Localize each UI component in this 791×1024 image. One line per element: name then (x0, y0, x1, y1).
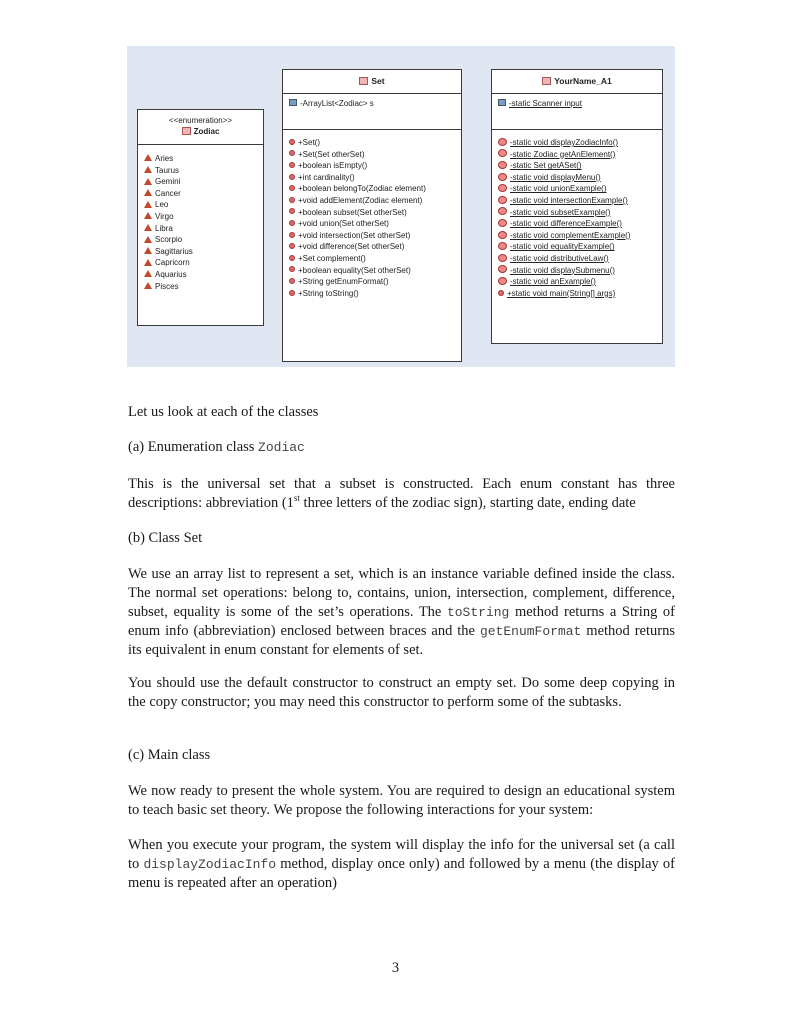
enum-constant: Aquarius (138, 269, 263, 281)
set-method: +Set(Set otherSet) (283, 149, 461, 161)
enum-constant: Leo (138, 199, 263, 211)
section-b-heading: (b) Class Set (128, 530, 203, 546)
class-icon (542, 77, 551, 85)
method-icon (289, 278, 295, 284)
static-method-icon (498, 242, 507, 250)
enum-constant-icon (144, 247, 152, 254)
enum-title: Zodiac (138, 126, 263, 145)
enum-constant-icon (144, 201, 152, 208)
section-b-paragraph-2: You should use the default constructor to construct an empty set. Do some deep copying in the copy constructor; you may need this constructor to perform some of the subtasks. (128, 675, 675, 710)
enum-constant: Cancer (138, 188, 263, 200)
main-method: -static void anExample() (492, 276, 662, 288)
main-method: +static void main(String[] args) (492, 288, 662, 300)
static-method-icon (498, 207, 507, 215)
section-c-heading: (c) Main class (128, 747, 211, 763)
enum-constant-icon (144, 212, 152, 219)
enum-constant-icon (144, 259, 152, 266)
set-method: +boolean subset(Set otherSet) (283, 207, 461, 219)
main-method: -static void subsetExample() (492, 207, 662, 219)
method-icon (289, 232, 295, 238)
main-method: -static void intersectionExample() (492, 195, 662, 207)
set-class-box (282, 69, 462, 362)
main-attributes (492, 94, 662, 130)
set-method: +Set complement() (283, 253, 461, 265)
intro-line: Let us look at each of the classes (128, 404, 319, 420)
method-icon (289, 174, 295, 180)
enum-constant-icon (144, 166, 152, 173)
method-icon (289, 220, 295, 226)
set-method: +void union(Set otherSet) (283, 218, 461, 230)
static-method-icon (498, 138, 507, 146)
method-icon (289, 290, 295, 296)
set-class-title: Set (283, 70, 461, 94)
section-c-paragraph-2: When you execute your program, the system will display the info for the universal set (a call to displayZodiacInfo method, display once only) and followed by a menu (the display of menu is repeated after an operation) (128, 837, 675, 891)
enum-constant: Pisces (138, 281, 263, 293)
set-method: +void difference(Set otherSet) (283, 241, 461, 253)
enum-constants-list (138, 145, 263, 292)
main-method: -static void displayZodiacInfo() (492, 137, 662, 149)
main-method: -static void displayMenu() (492, 172, 662, 184)
enum-constant: Virgo (138, 211, 263, 223)
enum-zodiac-box (137, 109, 264, 326)
method-icon (289, 208, 295, 214)
set-method: +void intersection(Set otherSet) (283, 230, 461, 242)
enum-constant-icon (144, 270, 152, 277)
static-method-icon (498, 290, 504, 296)
enum-constant: Gemini (138, 176, 263, 188)
static-method-icon (498, 277, 507, 285)
method-icon (289, 162, 295, 168)
section-c-paragraph-1: We now ready to present the whole system. You are required to design an educational system to teach basic set theory. We propose the following interactions for your system: (128, 783, 675, 818)
main-attribute: -static Scanner input (492, 98, 662, 110)
main-method: -static void displaySubmenu() (492, 265, 662, 277)
static-method-icon (498, 149, 507, 157)
method-icon (289, 185, 295, 191)
method-icon (289, 243, 295, 249)
set-attributes (283, 94, 461, 130)
section-a-heading: (a) Enumeration class Zodiac (128, 439, 305, 455)
enum-constant: Capricorn (138, 257, 263, 269)
method-icon (289, 197, 295, 203)
set-method: +boolean equality(Set otherSet) (283, 265, 461, 277)
static-method-icon (498, 196, 507, 204)
class-icon (359, 77, 368, 85)
set-attribute: -ArrayList<Zodiac> s (283, 98, 461, 110)
class-icon (182, 127, 191, 135)
field-icon (289, 99, 297, 106)
main-method: -static void unionExample() (492, 183, 662, 195)
main-class-title: YourName_A1 (492, 70, 662, 94)
main-method: -static void distributiveLaw() (492, 253, 662, 265)
static-method-icon (498, 265, 507, 273)
main-method: -static Zodiac getAnElement() (492, 149, 662, 161)
set-method: +boolean belongTo(Zodiac element) (283, 183, 461, 195)
set-method: +Set() (283, 137, 461, 149)
enum-constant: Scorpio (138, 234, 263, 246)
method-icon (289, 255, 295, 261)
static-method-icon (498, 173, 507, 181)
uml-diagram (127, 46, 675, 367)
static-method-icon (498, 254, 507, 262)
static-method-icon (498, 161, 507, 169)
set-method: +boolean isEmpty() (283, 160, 461, 172)
main-methods-list (492, 130, 662, 299)
enum-constant-icon (144, 236, 152, 243)
section-b-paragraph-1: We use an array list to represent a set, which is an instance variable defined inside the class. The normal set operations: belong to, contains, union, intersection, complement, difference, subset, equality is some of the set’s operations. The toString method returns a String of enum info (abbreviation) enclosed between braces and the getEnumFormat method returns its equivalent in enum constant for elements of set. (128, 566, 675, 658)
enum-constant: Sagittarius (138, 246, 263, 258)
field-icon (498, 99, 506, 106)
enum-constant: Libra (138, 223, 263, 235)
static-method-icon (498, 231, 507, 239)
static-method-icon (498, 184, 507, 192)
set-method: +void addElement(Zodiac element) (283, 195, 461, 207)
set-method: +String getEnumFormat() (283, 276, 461, 288)
main-method: -static Set getASet() (492, 160, 662, 172)
static-method-icon (498, 219, 507, 227)
set-method: +String toString() (283, 288, 461, 300)
main-method: -static void differenceExample() (492, 218, 662, 230)
main-class-box (491, 69, 663, 344)
method-icon (289, 139, 295, 145)
method-icon (289, 150, 295, 156)
main-method: -static void complementExample() (492, 230, 662, 242)
section-a-paragraph: This is the universal set that a subset is constructed. Each enum constant has three descriptions: abbreviation (1st three letters of the zodiac sign), starting date, ending date (128, 476, 675, 511)
enum-constant-icon (144, 189, 152, 196)
enum-constant: Aries (138, 153, 263, 165)
method-icon (289, 266, 295, 272)
set-methods-list (283, 130, 461, 299)
enum-constant: Taurus (138, 165, 263, 177)
enum-stereotype: <<enumeration>> (168, 116, 233, 125)
enum-constant-icon (144, 154, 152, 161)
enum-constant-icon (144, 224, 152, 231)
enum-constant-icon (144, 282, 152, 289)
page-number: 3 (391, 960, 400, 976)
enum-constant-icon (144, 178, 152, 185)
set-method: +int cardinality() (283, 172, 461, 184)
main-method: -static void equalityExample() (492, 241, 662, 253)
